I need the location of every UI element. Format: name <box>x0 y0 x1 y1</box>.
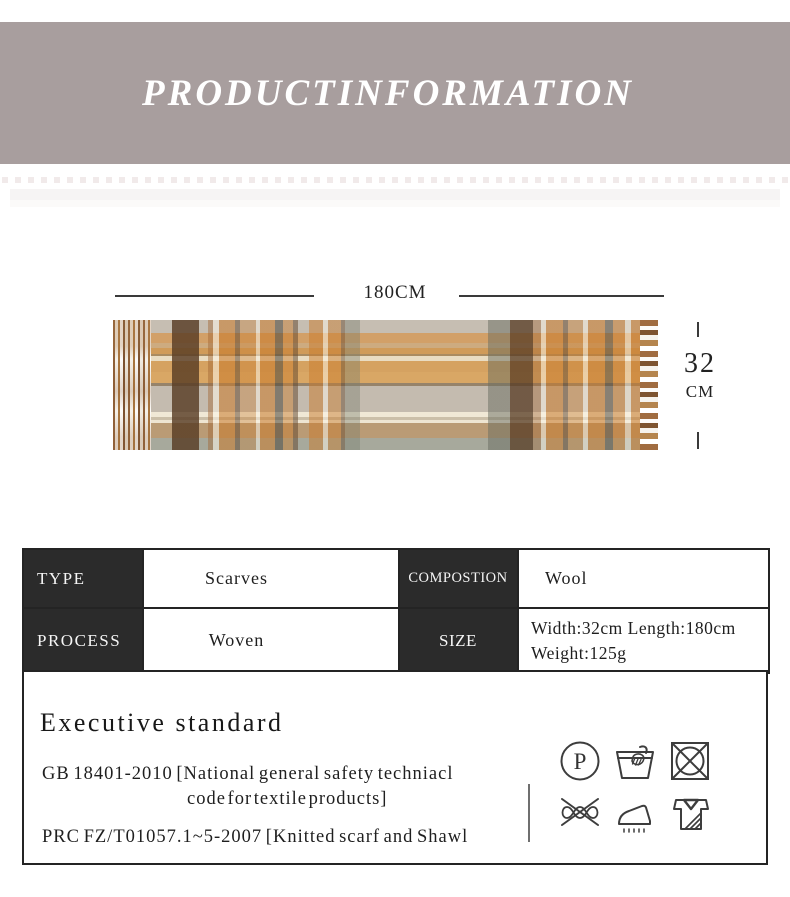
do-not-wring-icon <box>557 788 603 834</box>
gb-standard-line-2: code for textile products] <box>187 789 388 809</box>
spec-table <box>22 548 770 674</box>
spec-label-size: SIZE <box>399 608 518 673</box>
decor-bar <box>10 189 780 200</box>
size-line-2: Weight:125g <box>531 642 627 663</box>
svg-text:P: P <box>573 749 587 774</box>
spec-label-composition: COMPOSTION <box>399 549 518 608</box>
spec-label-type: TYPE <box>23 549 143 608</box>
decor-bar-faint <box>10 200 780 207</box>
table-row <box>23 608 769 673</box>
decor-dots <box>2 177 788 183</box>
width-dimension-label: 180CM <box>363 282 427 303</box>
hand-wash-icon <box>612 738 658 784</box>
iron-steam-icon <box>612 788 658 834</box>
spec-value-size <box>518 608 769 673</box>
executive-standard-box <box>22 670 768 865</box>
width-dimension-line-left <box>115 295 314 297</box>
garment-hatch-icon <box>667 788 713 834</box>
section-header-banner <box>0 22 790 164</box>
spec-value-type: Scarves <box>143 549 399 608</box>
spec-label-process: PROCESS <box>23 608 143 673</box>
scarf-product-image <box>113 320 658 450</box>
height-dimension-tick-bottom <box>697 432 699 449</box>
size-line-1: Width:32cm Length:180cm <box>531 617 736 638</box>
dry-clean-p-icon <box>557 738 603 784</box>
scarf-fringe-right <box>640 320 658 450</box>
executive-standard-title: Executive standard <box>40 708 284 737</box>
height-dimension-unit: CM <box>685 382 715 401</box>
scarf-fringe-left <box>113 320 151 450</box>
height-dimension-value: 32 <box>684 348 716 379</box>
gb-standard-line: GB 18401-2010 [National general safety techniacl <box>42 764 454 784</box>
table-row <box>23 549 769 608</box>
width-dimension-line-right <box>459 295 664 297</box>
care-icons-grid <box>557 738 713 834</box>
vertical-divider <box>528 784 530 842</box>
spec-value-composition: Wool <box>518 549 769 608</box>
prc-standard-line: PRC FZ/T01057.1~5-2007 [Knitted scarf and Shawl <box>42 827 469 847</box>
spec-value-process: Woven <box>143 608 399 673</box>
height-dimension-tick-top <box>697 322 699 337</box>
do-not-tumble-dry-icon <box>667 738 713 784</box>
page-title: PRODUCTINFORMATION <box>142 72 634 114</box>
